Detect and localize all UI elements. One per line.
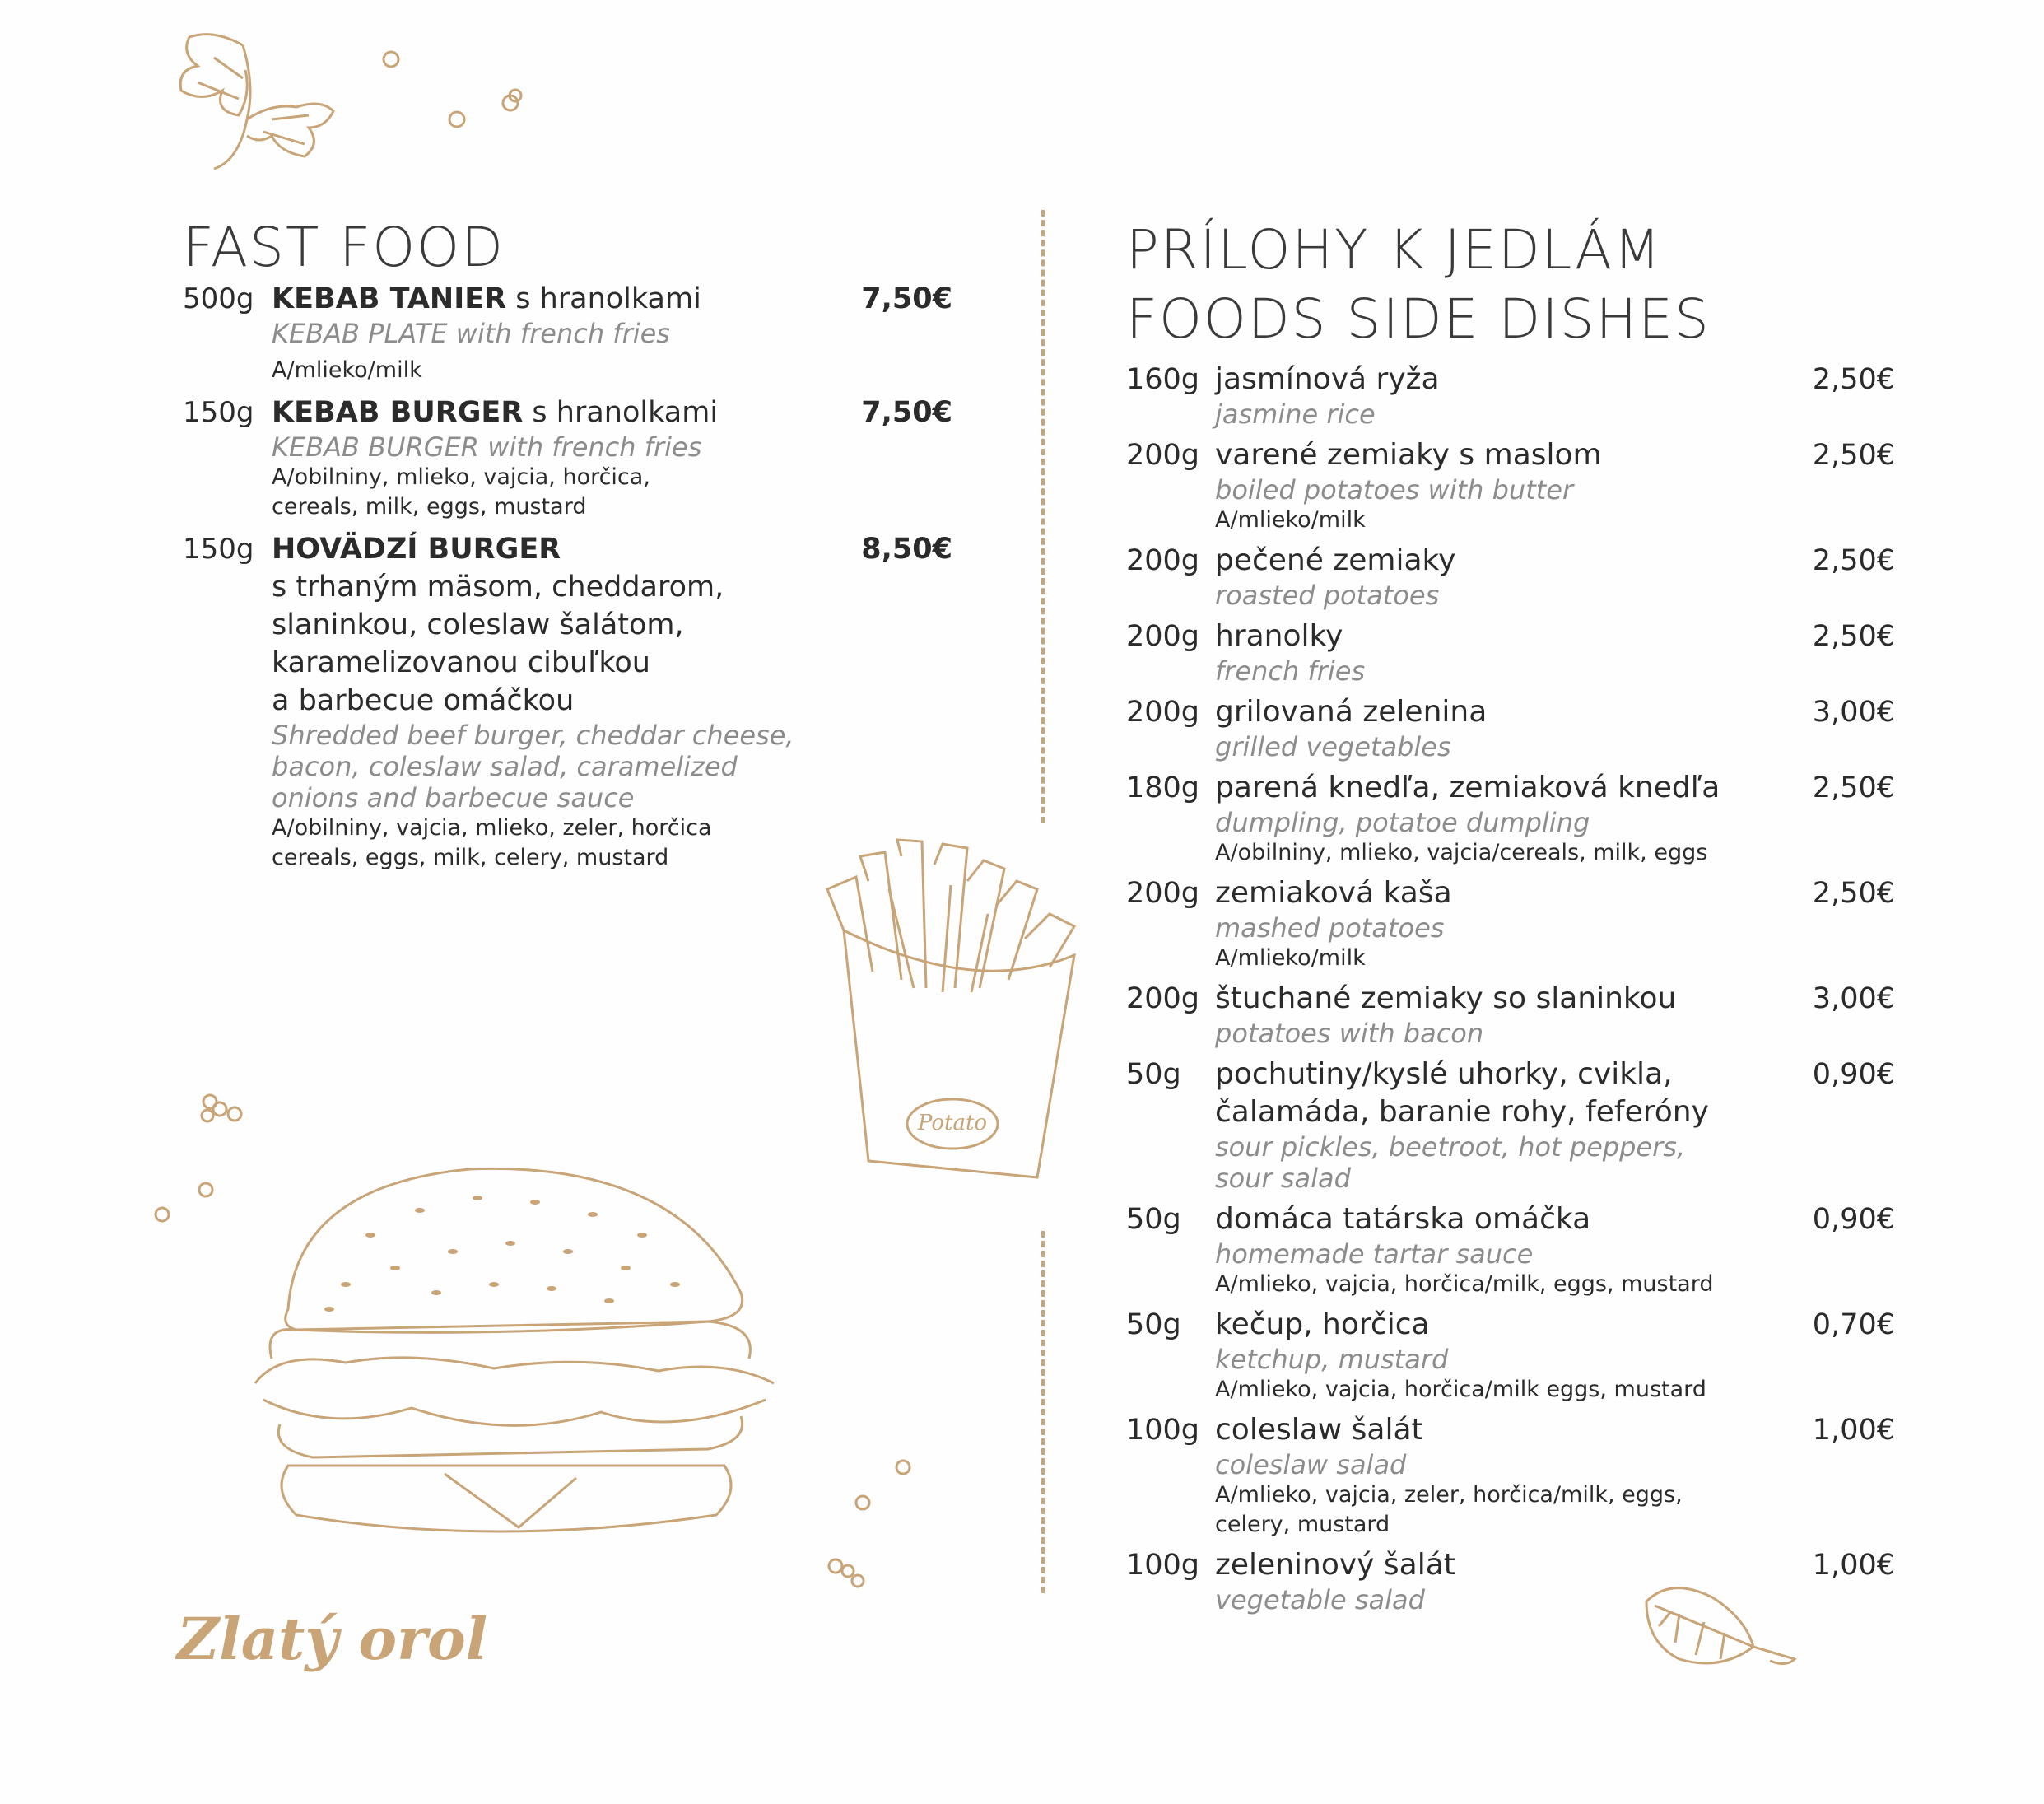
item-price: 1,00€ — [1812, 1414, 1895, 1447]
item-name: kečup, horčica — [1215, 1308, 1430, 1341]
item-price: 3,00€ — [1812, 982, 1895, 1015]
item-price: 2,50€ — [1812, 620, 1895, 653]
side-dishes-list — [1126, 361, 1895, 1615]
menu-item — [1126, 1411, 1895, 1540]
item-name: zemiaková kaša — [1215, 876, 1452, 910]
item-weight: 150g — [183, 533, 254, 566]
item-english: french fries — [1215, 655, 1366, 687]
item-weight: 200g — [1126, 696, 1200, 729]
item-name-rest: s hranolkami — [523, 396, 719, 429]
item-english: sour pickles, beetroot, hot peppers, sour salad — [1215, 1131, 1686, 1194]
column-divider — [1041, 1231, 1045, 1593]
parsley-icon — [165, 21, 346, 177]
side-dishes-section — [1126, 216, 1895, 1622]
menu-item — [183, 394, 952, 522]
item-price: 0,70€ — [1812, 1308, 1895, 1341]
item-english: jasmine rice — [1215, 399, 1376, 430]
item-name-bold: KEBAB TANIER — [272, 282, 507, 315]
item-price: 7,50€ — [861, 396, 952, 429]
item-english: homemade tartar sauce — [1215, 1238, 1534, 1270]
item-name: grilovaná zelenina — [1215, 695, 1488, 729]
item-weight: 200g — [1126, 982, 1200, 1015]
side-dishes-title: PRÍLOHY K JEDLÁM — [1126, 218, 1663, 282]
menu-item — [1126, 542, 1895, 611]
item-allergens: A/mlieko, vajcia, horčica/milk, eggs, mustard — [1215, 1271, 1714, 1297]
item-price: 7,50€ — [861, 282, 952, 315]
item-weight: 200g — [1126, 877, 1200, 910]
item-weight: 160g — [1126, 363, 1200, 396]
item-weight: 50g — [1126, 1203, 1181, 1236]
item-name: jasmínová ryža — [1215, 362, 1440, 396]
item-name: parená knedľa, zemiaková knedľa — [1215, 771, 1720, 804]
menu-item — [1126, 436, 1895, 535]
item-allergens: A/mlieko/milk — [272, 357, 422, 383]
item-weight: 200g — [1126, 439, 1200, 472]
item-english: dumpling, potatoe dumpling — [1215, 807, 1590, 838]
item-weight: 150g — [183, 396, 254, 429]
item-name: varené zemiaky s maslom — [1215, 438, 1602, 472]
item-weight: 200g — [1126, 620, 1200, 653]
item-weight: 100g — [1126, 1549, 1200, 1582]
item-english: potatoes with bacon — [1215, 1018, 1484, 1049]
column-divider — [1041, 210, 1045, 823]
fries-box-label: Potato — [917, 1111, 988, 1135]
item-name: hranolky — [1215, 619, 1343, 653]
menu-item — [1126, 1200, 1895, 1299]
menu-item — [183, 530, 952, 873]
item-allergens: A/mlieko, vajcia, zeler, horčica/milk, eggs, celery, mustard — [1215, 1482, 1683, 1537]
zlaty-orol-logo — [173, 1593, 488, 1688]
menu-item — [1126, 1306, 1895, 1405]
menu-item — [1126, 361, 1895, 430]
peppercorn-icon — [823, 1457, 930, 1589]
item-english: KEBAB PLATE with french fries — [272, 318, 670, 349]
item-weight: 50g — [1126, 1308, 1181, 1341]
item-price: 2,50€ — [1812, 877, 1895, 910]
fast-food-list — [183, 280, 952, 873]
fast-food-title: FAST FOOD — [183, 216, 505, 279]
item-name — [272, 394, 952, 431]
item-allergens: A/obilniny, mlieko, vajcia, horčica, cereals, milk, eggs, mustard — [272, 464, 650, 520]
item-name: domáca tatárska omáčka — [1215, 1202, 1591, 1236]
item-english: vegetable salad — [1215, 1584, 1425, 1615]
menu-item — [1126, 618, 1895, 687]
item-allergens: A/obilniny, vajcia, mlieko, zeler, horčica cereals, eggs, milk, celery, mustard — [272, 815, 712, 870]
item-price: 2,50€ — [1812, 439, 1895, 472]
side-dishes-subtitle: FOODS SIDE DISHES — [1126, 287, 1711, 351]
item-name-bold: KEBAB BURGER — [272, 396, 524, 429]
item-english: ketchup, mustard — [1215, 1344, 1449, 1375]
svg-text:Zlatý orol: Zlatý orol — [177, 1605, 488, 1673]
item-price: 2,50€ — [1812, 771, 1895, 804]
item-weight: 100g — [1126, 1414, 1200, 1447]
item-allergens: A/mlieko/milk — [1215, 945, 1366, 971]
item-allergens: A/mlieko/milk — [1215, 507, 1366, 533]
item-price: 0,90€ — [1812, 1058, 1895, 1091]
item-allergens: A/mlieko, vajcia, horčica/milk eggs, mustard — [1215, 1377, 1706, 1402]
item-name — [272, 530, 952, 568]
item-name: štuchané zemiaky so slaninkou — [1215, 981, 1677, 1015]
item-price: 1,00€ — [1812, 1549, 1895, 1582]
item-price: 0,90€ — [1812, 1203, 1895, 1236]
burger-icon — [247, 1153, 790, 1540]
french-fries-icon — [811, 832, 1099, 1194]
item-english: coleslaw salad — [1215, 1449, 1407, 1480]
item-price: 3,00€ — [1812, 696, 1895, 729]
item-weight: 200g — [1126, 544, 1200, 577]
item-name: pečené zemiaky — [1215, 543, 1456, 577]
item-weight: 50g — [1126, 1058, 1181, 1091]
item-name: coleslaw šalát — [1215, 1413, 1423, 1447]
item-price: 2,50€ — [1812, 363, 1895, 396]
peppercorn-icon — [379, 49, 527, 132]
item-name: zeleninový šalát — [1215, 1548, 1455, 1582]
menu-item — [1126, 874, 1895, 973]
item-english: boiled potatoes with butter — [1215, 474, 1574, 506]
item-allergens: A/obilniny, mlieko, vajcia/cereals, milk, eggs — [1215, 840, 1708, 865]
fast-food-section — [183, 216, 952, 881]
item-name — [272, 280, 952, 318]
item-english: mashed potatoes — [1215, 912, 1445, 944]
item-weight: 500g — [183, 282, 254, 315]
menu-item — [1126, 980, 1895, 1049]
menu-item — [1126, 1056, 1895, 1194]
item-english: grilled vegetables — [1215, 731, 1451, 762]
menu-item — [1126, 769, 1895, 868]
menu-item — [183, 280, 952, 385]
item-name-bold: HOVÄDZÍ BURGER — [272, 533, 561, 566]
item-description: s trhaným mäsom, cheddarom, slaninkou, coleslaw šalátom, karamelizovanou cibuľkou a barbecue omáčkou — [272, 571, 724, 717]
item-name: pochutiny/kyslé uhorky, cvikla, čalamáda, baranie rohy, feferóny — [1215, 1057, 1709, 1129]
item-english: KEBAB BURGER with french fries — [272, 431, 702, 463]
item-price: 2,50€ — [1812, 544, 1895, 577]
item-english: Shredded beef burger, cheddar cheese, bacon, coleslaw salad, caramelized onions and barbecue sauce — [272, 720, 794, 813]
item-english: roasted potatoes — [1215, 580, 1440, 611]
item-price: 8,50€ — [861, 533, 952, 566]
menu-item — [1126, 693, 1895, 762]
item-weight: 180g — [1126, 771, 1200, 804]
item-name-rest: s hranolkami — [506, 282, 701, 315]
menu-item — [1126, 1546, 1895, 1615]
